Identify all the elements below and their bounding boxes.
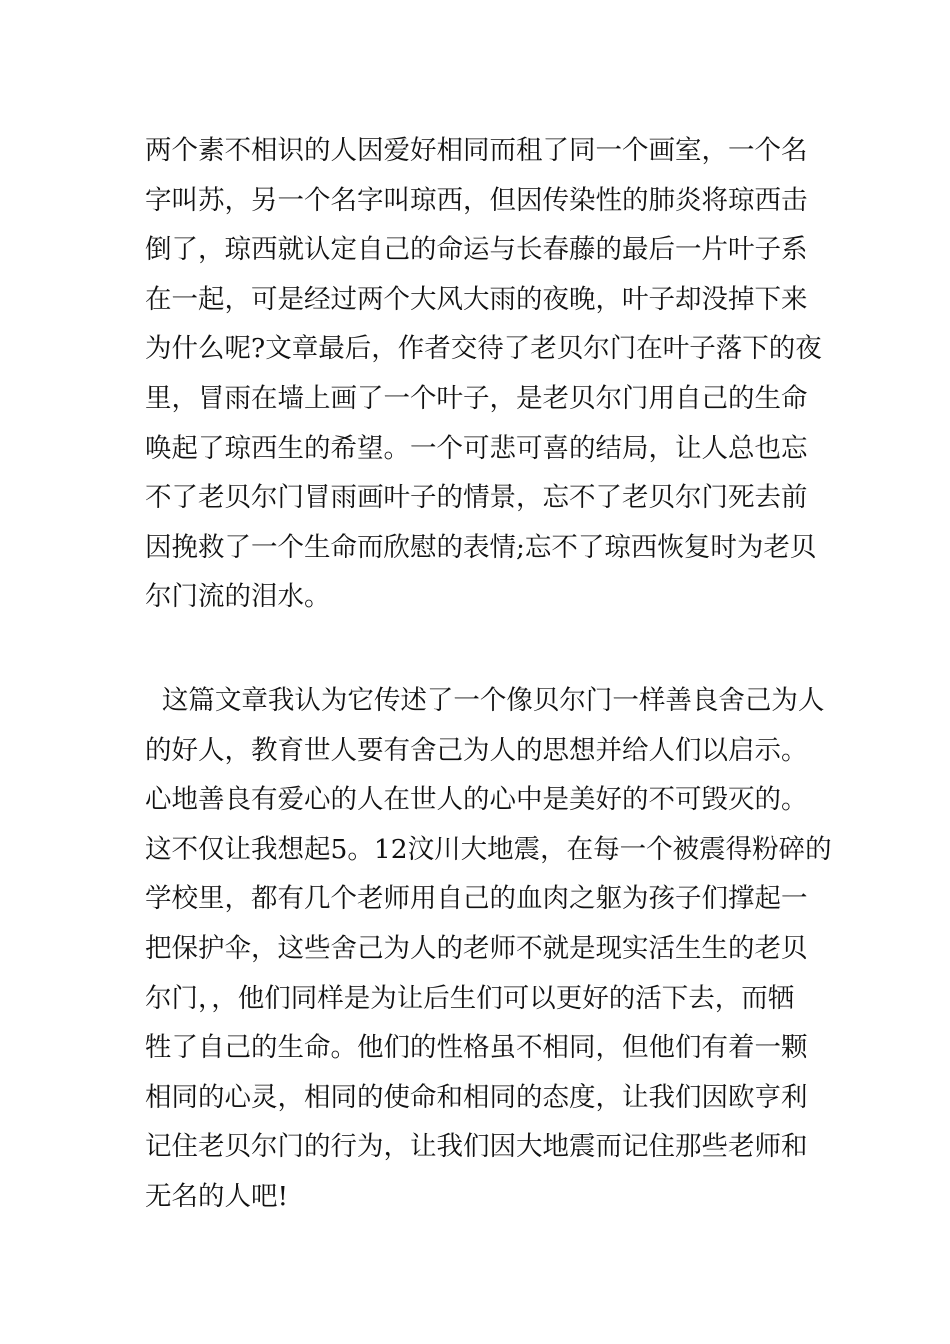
paragraph-line: 字叫苏，另一个名字叫琼西，但因传染性的肺炎将琼西击	[145, 184, 808, 216]
paragraph-line: 不了老贝尔门冒雨画叶子的情景，忘不了老贝尔门死去前	[145, 482, 808, 514]
paragraph-line: 里，冒雨在墙上画了一个叶子，是老贝尔门用自己的生命	[145, 382, 808, 414]
paragraph-line: 把保护伞，这些舍己为人的老师不就是现实活生生的老贝	[145, 932, 808, 964]
paragraph-line: 学校里，都有几个老师用自己的血肉之躯为孩子们撑起一	[145, 883, 808, 915]
paragraph-line: 相同的心灵，相同的使命和相同的态度，让我们因欧亨利	[145, 1081, 808, 1113]
paragraph-line: 在一起，可是经过两个大风大雨的夜晚，叶子却没掉下来	[145, 283, 808, 315]
paragraph-line: 尔门，，他们同样是为让后生们可以更好的活下去，而牺	[145, 982, 795, 1014]
paragraph-line: 倒了，琼西就认定自己的命运与长春藤的最后一片叶子系	[145, 234, 808, 266]
paragraph-line: 这不仅让我想起5。12汶川大地震，在每一个被震得粉碎的	[145, 833, 832, 865]
paragraph-line: 这篇文章我认为它传述了一个像贝尔门一样善良舍己为人	[145, 685, 825, 716]
paragraph-line: 因挽救了一个生命而欣慰的表情;忘不了琼西恢复时为老贝	[145, 531, 817, 563]
paragraph-line: 牲了自己的生命。他们的性格虽不相同，但他们有着一颗	[145, 1032, 808, 1064]
paragraph-line: 唤起了琼西生的希望。一个可悲可喜的结局，让人总也忘	[145, 432, 808, 464]
paragraph-line: 两个素不相识的人因爱好相同而租了同一个画室，一个名	[145, 135, 808, 166]
paragraph-line: 的好人，教育世人要有舍己为人的思想并给人们以启示。	[145, 734, 808, 766]
paragraph-1	[145, 126, 822, 622]
paragraph-line: 心地善良有爱心的人在世人的心中是美好的不可毁灭的。	[145, 784, 808, 816]
paragraph-line: 为什么呢?文章最后，作者交待了老贝尔门在叶子落下的夜	[145, 333, 822, 365]
paragraph-line: 无名的人吧!	[145, 1180, 289, 1212]
paragraph-line: 尔门流的泪水。	[145, 581, 331, 613]
paragraph-2	[145, 676, 832, 1222]
paragraph-line: 记住老贝尔门的行为，让我们因大地震而记住那些老师和	[145, 1131, 808, 1163]
